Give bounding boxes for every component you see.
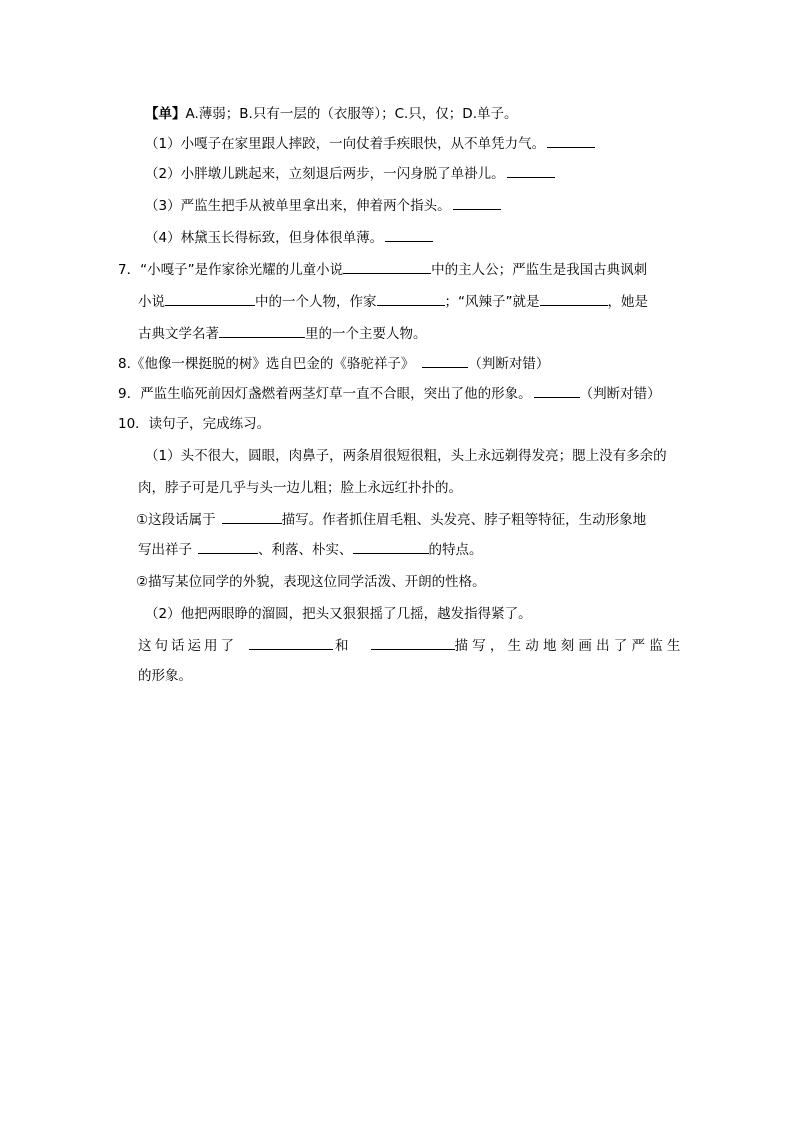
q10-passage-2-question-end: 的形象。 — [138, 668, 192, 684]
q9-tail: （判断对错） — [579, 386, 661, 402]
q6-sentence-4-text: （4）林黛玉长得标致，但身体很单薄。 — [145, 230, 384, 246]
q10-item-1-line-2 — [138, 540, 483, 560]
q9-blank[interactable] — [534, 385, 580, 398]
q10-item-1-text-d: 、利落、朴实、 — [258, 542, 353, 558]
q7-text-a: 7．“小嘎子”是作家徐光耀的儿童小说 — [118, 262, 344, 278]
q6-blank-4[interactable] — [385, 229, 433, 242]
q10-blank-method-1[interactable] — [249, 637, 333, 650]
q7-text-e: ；“风辣子”就是 — [444, 294, 540, 310]
q10-item-1-line-1 — [136, 510, 646, 530]
q6-blank-3[interactable] — [453, 197, 501, 210]
q8-text: 8.《他像一棵挺脱的树》选自巴金的《骆驼祥子》 — [118, 356, 415, 372]
q7-text-c: 小说 — [138, 294, 165, 310]
q10-passage-2-text-a: 这句话运用了 — [138, 638, 237, 654]
q7-line-1 — [118, 260, 647, 280]
q8-tail: （判断对错） — [468, 356, 550, 372]
q6-sentence-1 — [145, 134, 595, 154]
q7-blank-satire-novel[interactable] — [165, 293, 255, 306]
q9-line — [118, 384, 661, 404]
q10-title: 10．读句子，完成练习。 — [118, 416, 271, 432]
q10-blank-trait-2[interactable] — [353, 541, 429, 554]
q7-blank-character[interactable] — [540, 293, 608, 306]
q6-sentence-3 — [145, 196, 501, 216]
q7-blank-author[interactable] — [377, 293, 445, 306]
q6-option-bracket: 【单】 — [145, 106, 186, 122]
q7-text-b: 中的主人公；严监生是我国古典讽刺 — [431, 262, 648, 278]
q6-blank-1[interactable] — [547, 135, 595, 148]
q10-passage-1-line-1: （1）头不很大，圆眼，肉鼻子，两条眉很短很粗，头上永远剃得发亮；腮上没有多余的 — [145, 448, 667, 464]
q10-item-1-text-c: 写出祥子 — [138, 542, 192, 558]
q6-sentence-4 — [145, 228, 433, 248]
q10-passage-2: （2）他把两眼睁的溜圆，把头又狠狠摇了几摇，越发指得紧了。 — [145, 606, 532, 622]
q10-passage-2-question — [138, 636, 685, 656]
q10-item-2: ②描写某位同学的外貌，表现这位同学活泼、开朗的性格。 — [136, 574, 486, 590]
q6-options-line — [145, 104, 518, 124]
q10-passage-2-text-c: 描写，生动地刻画出了严监生 — [454, 638, 685, 654]
q6-options: A.薄弱；B.只有一层的（衣服等）；C.只，仅；D.单子。 — [185, 106, 518, 122]
q7-blank-classic[interactable] — [219, 325, 305, 338]
q10-passage-1-line-2: 肉，脖子可是几乎与头一边儿粗；脸上永远红扑扑的。 — [138, 480, 462, 496]
q7-blank-novel[interactable] — [343, 261, 431, 274]
q10-passage-2-text-b: 和 — [335, 638, 349, 654]
q6-sentence-1-text: （1）小嘎子在家里跟人摔跤，一向仗着手疾眼快，从不单凭力气。 — [145, 136, 546, 152]
q10-item-1-text-a: ①这段话属于 — [136, 512, 216, 528]
q8-blank[interactable] — [422, 355, 468, 368]
q7-text-g: 古典文学名著 — [138, 326, 219, 342]
q7-line-2 — [138, 292, 648, 312]
q10-blank-method-2[interactable] — [371, 637, 455, 650]
q10-item-1-text-e: 的特点。 — [428, 542, 483, 558]
q7-line-3 — [138, 324, 427, 344]
q10-item-1-text-b: 描写。作者抓住眉毛粗、头发亮、脖子粗等特征，生动形象地 — [281, 512, 647, 528]
q10-blank-description-type[interactable] — [222, 511, 282, 524]
q6-sentence-3-text: （3）严监生把手从被单里拿出来，伸着两个指头。 — [145, 198, 451, 214]
q7-text-d: 中的一个人物，作家 — [255, 294, 377, 310]
q6-sentence-2-text: （2）小胖墩儿跳起来，立刻退后两步，一闪身脱了单褂儿。 — [145, 166, 505, 182]
q8-line — [118, 354, 549, 374]
q9-text: 9．严监生临死前因灯盏燃着两茎灯草一直不合眼，突出了他的形象。 — [118, 386, 532, 402]
q7-text-h: 里的一个主要人物。 — [305, 326, 427, 342]
q10-blank-trait-1[interactable] — [198, 541, 258, 554]
q6-blank-2[interactable] — [507, 165, 555, 178]
q7-text-f: ，她是 — [607, 294, 648, 310]
q6-sentence-2 — [145, 164, 555, 184]
